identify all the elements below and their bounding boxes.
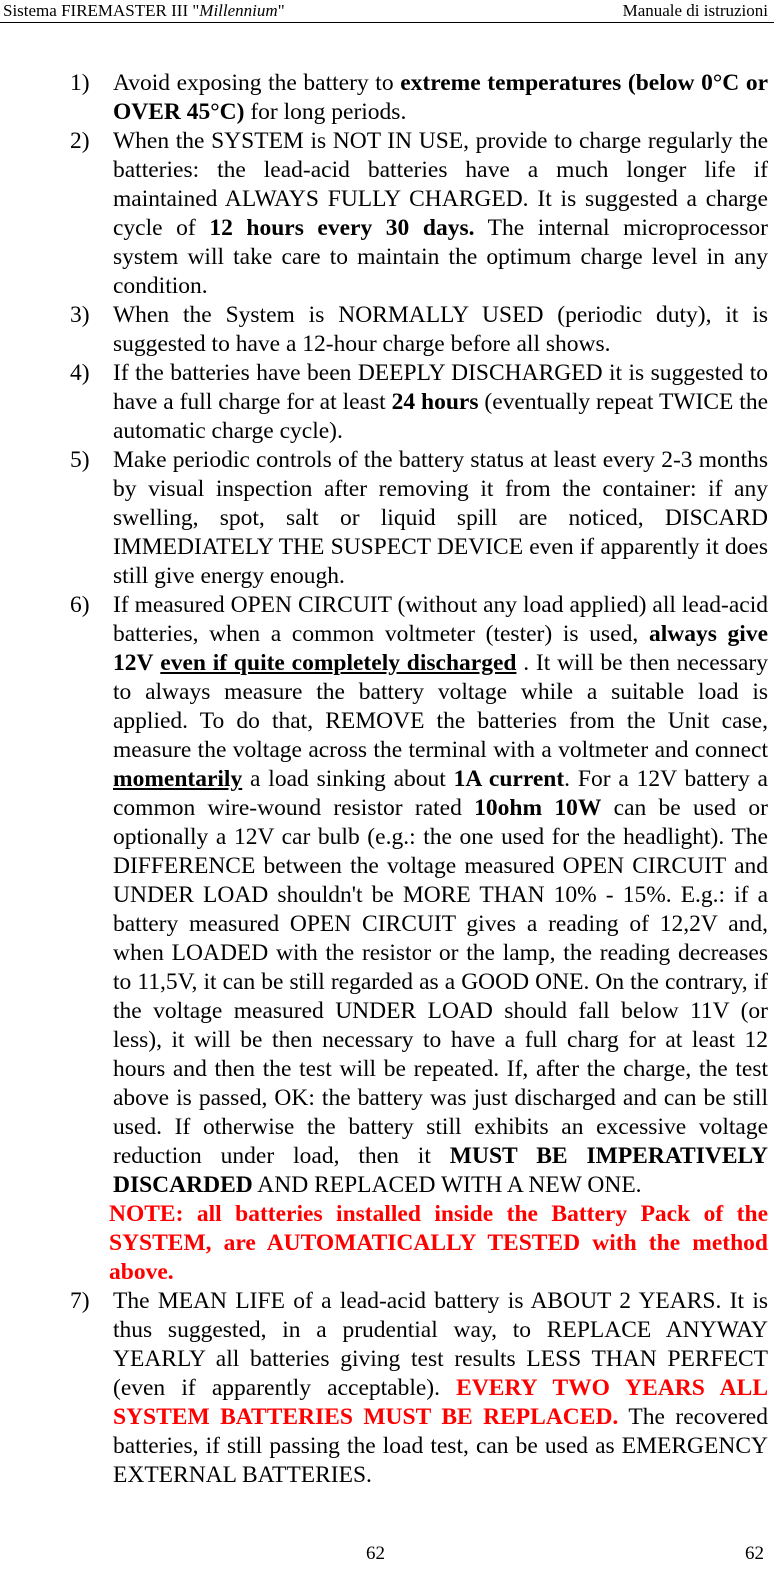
list-item-7	[0, 1287, 774, 1490]
header-rule	[0, 22, 774, 23]
note-paragraph: NOTE: all batteries installed inside the Battery Pack of the SYSTEM, are AUTOMATICALLY TESTED with the method above.	[109, 1201, 768, 1285]
bold-text: 12 hours every 30 days.	[209, 215, 475, 241]
item-text: If the batteries have been DEEPLY DISCHARGED it is suggested to have a full charge for at least 24 hours (eventually repeat TWICE the automatic charge cycle).	[113, 360, 768, 444]
bold-text: extreme temperatures (below 0°C or OVER 45°C)	[113, 70, 769, 125]
item-number: 6)	[70, 592, 90, 618]
bold-text: always give 12V	[113, 621, 769, 676]
list-item-1	[0, 69, 774, 127]
item-number: 3)	[70, 302, 90, 328]
item-number: 4)	[70, 360, 90, 386]
header-title-suffix: "	[277, 1, 285, 20]
red-bold-text: EVERY TWO YEARS ALL SYSTEM BATTERIES MUST BE REPLACED.	[113, 1375, 768, 1430]
item-text: When the SYSTEM is NOT IN USE, provide to charge regularly the batteries: the lead-acid batteries have a much longer life if maintained ALWAYS FULLY CHARGED. It is suggested a charge cycle of 12 hours every 30 days. The internal microprocessor system will take care to maintain the optimum charge level in any condition.	[113, 128, 768, 299]
item-number: 2)	[70, 128, 90, 154]
list-item-3	[0, 301, 774, 359]
item-number: 5)	[70, 447, 90, 473]
bold-text: 24 hours	[391, 389, 479, 415]
list-item-6	[0, 591, 774, 1200]
item-text: When the System is NORMALLY USED (periodic duty), it is suggested to have a 12-hour charge before all shows.	[113, 302, 768, 357]
list-item-5	[0, 446, 774, 591]
page-number-right: 62	[745, 1543, 764, 1564]
header-manual-label: Manuale di istruzioni	[622, 1, 768, 20]
page-number-center: 62	[366, 1543, 385, 1564]
item-text: Avoid exposing the battery to extreme temperatures (below 0°C or OVER 45°C) for long periods.	[113, 70, 769, 125]
header-title	[3, 0, 285, 22]
header-title-prefix: Sistema FIREMASTER III "	[3, 1, 200, 20]
item-text: If measured OPEN CIRCUIT (without any load applied) all lead-acid batteries, when a common voltmeter (tester) is used, always give 12V even if quite completely discharged . It will be then necessary to always measure the battery voltage while a suitable load is applied. To do that, REMOVE the batteries from the Unit case, measure the voltage across the terminal with a voltmeter and connect momentarily a load sinking about 1A current. For a 12V battery a common wire-wound resistor rated 10ohm 10W can be used or optionally a 12V car bulb (e.g.: the one used for the headlight). The DIFFERENCE between the voltage measured OPEN CIRCUIT and UNDER LOAD shouldn't be MORE THAN 10% - 15%. E.g.: if a battery measured OPEN CIRCUIT gives a reading of 12,2V and, when LOADED with the resistor or the lamp, the reading decreases to 11,5V, it can be still regarded as a GOOD ONE. On the contrary, if the voltage measured UNDER LOAD should fall below 11V (or less), it will be then necessary to have a full charg for at least 12 hours and then the test will be repeated. If, after the charge, the test above is passed, OK: the battery was just discharged and can be still used. If otherwise the battery still exhibits an excessive voltage reduction under load, then it MUST BE IMPERATIVELY DISCARDED AND REPLACED WITH A NEW ONE.	[113, 592, 769, 1198]
bold-underlined-text: even if quite completely discharged	[160, 650, 517, 676]
list-item-2	[0, 127, 774, 301]
page-header	[0, 0, 774, 24]
item-text: Make periodic controls of the battery status at least every 2-3 months by visual inspection after removing it from the container: if any swelling, spot, salt or liquid spill are noticed, DISCARD IMMEDIATELY THE SUSPECT DEVICE even if apparently it does still give energy enough.	[113, 447, 768, 589]
bold-text: MUST BE IMPERATIVELY DISCARDED	[113, 1143, 768, 1198]
bold-underlined-text: momentarily	[113, 766, 243, 792]
main-content	[0, 69, 774, 1490]
item-number: 7)	[70, 1288, 90, 1314]
header-title-italic: Millennium	[199, 1, 278, 20]
bold-text: 10ohm 10W	[474, 795, 602, 821]
item-text: The MEAN LIFE of a lead-acid battery is ABOUT 2 YEARS. It is thus suggested, in a prudential way, to REPLACE ANYWAY YEARLY all batteries giving test results LESS THAN PERFECT (even if apparently acceptable). EVERY TWO YEARS ALL SYSTEM BATTERIES MUST BE REPLACED. The recovered batteries, if still passing the load test, can be used as EMERGENCY EXTERNAL BATTERIES.	[113, 1288, 768, 1488]
item-number: 1)	[70, 70, 90, 96]
bold-text: 1A current	[453, 766, 565, 792]
list-item-4	[0, 359, 774, 446]
